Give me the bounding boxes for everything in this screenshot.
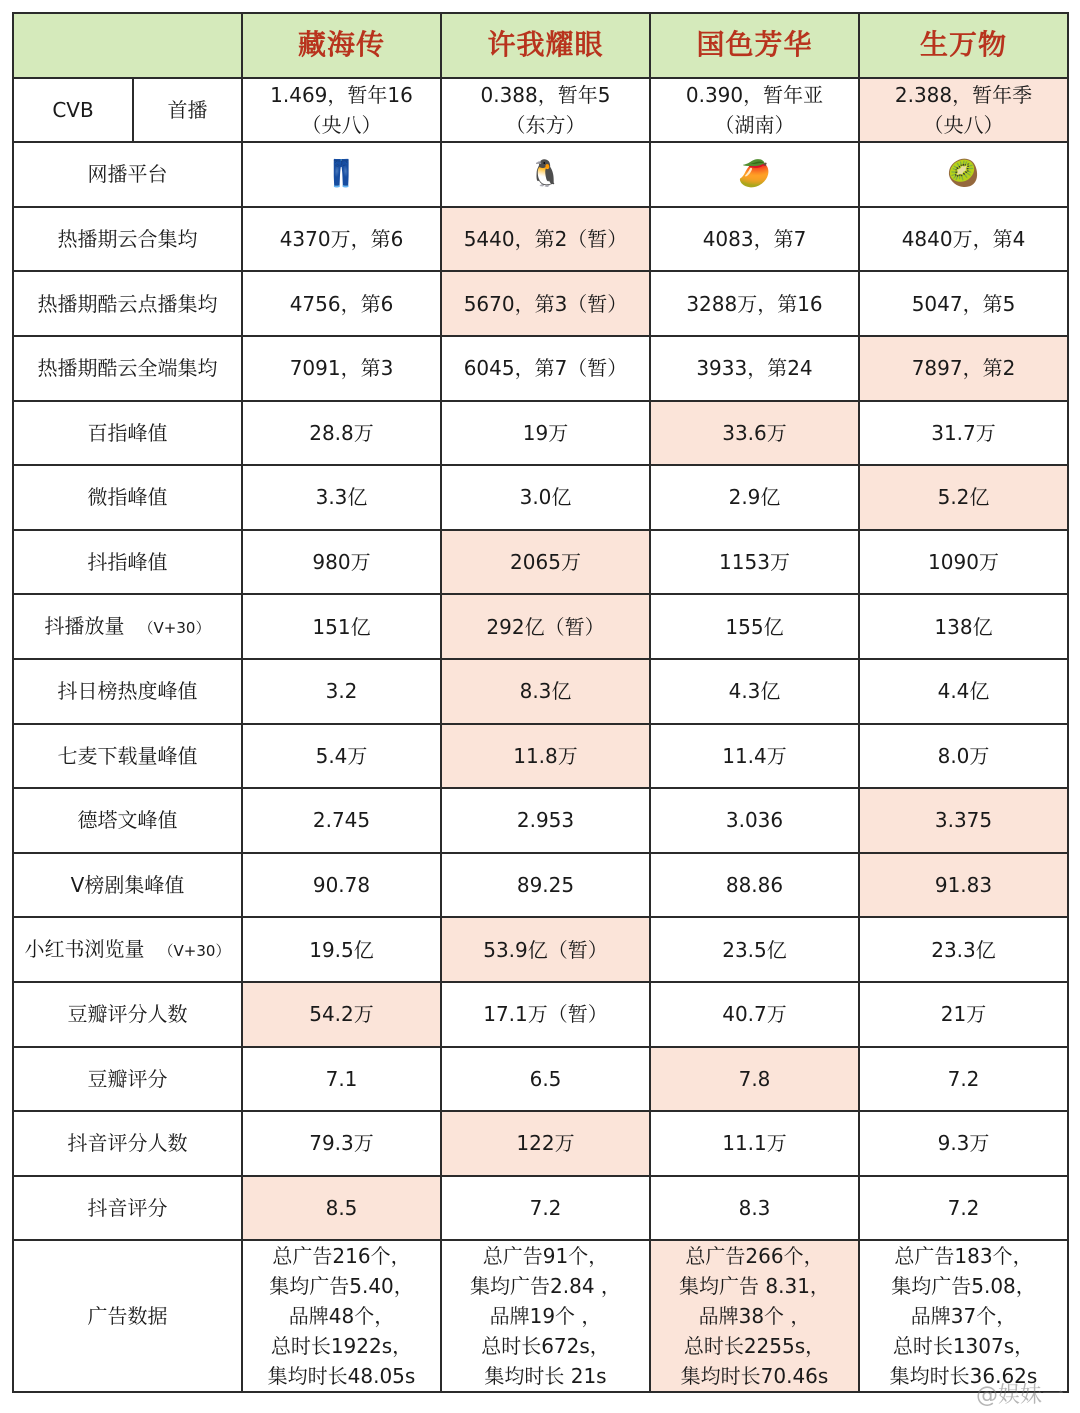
ads-line: 总时长672s， xyxy=(481,1334,610,1359)
table-cell: 53.9亿（暂） xyxy=(441,917,650,982)
table-cell: 3.3亿 xyxy=(242,465,441,530)
column-header: 生万物 xyxy=(859,13,1068,78)
row-label-text: 热播期酷云点播集均 xyxy=(37,291,218,316)
table-row xyxy=(13,1111,1068,1176)
kiwi-icon: 🥝 xyxy=(947,158,980,189)
table-cell: 980万 xyxy=(242,530,441,595)
table-cell: 1090万 xyxy=(859,530,1068,595)
platform-row xyxy=(13,142,1068,207)
table-cell: 6045，第7（暂） xyxy=(441,336,650,401)
cvb-sublabel: 首播 xyxy=(133,78,242,143)
row-label xyxy=(13,336,242,401)
ads-line: 总时长2255s， xyxy=(683,1334,826,1359)
row-label-suffix: （V+30） xyxy=(138,618,211,637)
comparison-table xyxy=(12,12,1069,1393)
platform-label: 网播平台 xyxy=(13,142,242,207)
row-label xyxy=(13,853,242,918)
table-cell: 3.036 xyxy=(650,788,859,853)
table-cell: 91.83 xyxy=(859,853,1068,918)
ads-cell xyxy=(650,1240,859,1392)
table-cell: 5670，第3（暂） xyxy=(441,271,650,336)
table-cell: 4083，第7 xyxy=(650,207,859,272)
cvb-line: （湖南） xyxy=(714,112,795,137)
row-label-text: 豆瓣评分 xyxy=(87,1066,168,1091)
ads-label: 广告数据 xyxy=(13,1240,242,1392)
ads-line: 总广告183个， xyxy=(894,1244,1033,1269)
row-label xyxy=(13,1047,242,1112)
table-row xyxy=(13,1176,1068,1241)
table-cell: 2065万 xyxy=(441,530,650,595)
table-cell: 28.8万 xyxy=(242,401,441,466)
table-cell: 4.4亿 xyxy=(859,659,1068,724)
table-cell: 2.953 xyxy=(441,788,650,853)
table-cell: 138亿 xyxy=(859,594,1068,659)
column-header: 藏海传 xyxy=(242,13,441,78)
table-cell: 6.5 xyxy=(441,1047,650,1112)
row-label-text: 豆瓣评分人数 xyxy=(67,1002,188,1027)
row-label xyxy=(13,465,242,530)
table-row xyxy=(13,788,1068,853)
cvb-line: （东方） xyxy=(505,112,586,137)
table-cell: 23.3亿 xyxy=(859,917,1068,982)
ads-line: 总时长1922s， xyxy=(270,1334,413,1359)
table-cell: 89.25 xyxy=(441,853,650,918)
ads-cell xyxy=(859,1240,1068,1392)
table-cell: 4.3亿 xyxy=(650,659,859,724)
row-label xyxy=(13,659,242,724)
cvb-line: 1.469，暂年16 xyxy=(270,82,413,107)
ads-line: 集均广告5.40， xyxy=(269,1274,414,1299)
table-cell: 23.5亿 xyxy=(650,917,859,982)
cvb-row xyxy=(13,78,1068,143)
table-cell: 21万 xyxy=(859,982,1068,1047)
row-label xyxy=(13,788,242,853)
table-cell: 40.7万 xyxy=(650,982,859,1047)
ads-cell xyxy=(441,1240,650,1392)
cvb-label: CVB xyxy=(13,78,133,143)
row-label xyxy=(13,271,242,336)
jeans-icon: 👖 xyxy=(325,158,358,189)
table-row xyxy=(13,530,1068,595)
ads-line: 集均广告2.84 ， xyxy=(470,1274,621,1299)
mango-icon: 🥭 xyxy=(738,158,771,189)
ads-line: 集均时长 21s xyxy=(484,1364,607,1389)
row-label-text: 抖音评分 xyxy=(87,1195,168,1220)
table-cell: 7897，第2 xyxy=(859,336,1068,401)
table-cell: 2.745 xyxy=(242,788,441,853)
table-row xyxy=(13,1047,1068,1112)
cvb-line: 0.390，暂年亚 xyxy=(685,82,824,107)
row-label xyxy=(13,594,242,659)
row-label-text: 微指峰值 xyxy=(87,485,168,510)
ads-row xyxy=(13,1240,1068,1392)
row-label-text: 七麦下载量峰值 xyxy=(57,743,198,768)
row-label-suffix: （V+30） xyxy=(158,941,231,960)
table-cell: 3.375 xyxy=(859,788,1068,853)
ads-line: 品牌48个， xyxy=(288,1304,395,1329)
header-corner-cell xyxy=(13,13,242,78)
table-cell: 31.7万 xyxy=(859,401,1068,466)
table-cell: 11.4万 xyxy=(650,724,859,789)
ads-line: 总广告266个， xyxy=(685,1244,824,1269)
table-row xyxy=(13,271,1068,336)
table-cell: 17.1万（暂） xyxy=(441,982,650,1047)
row-label-text: 热播期酷云全端集均 xyxy=(37,356,218,381)
platform-cell xyxy=(859,142,1068,207)
row-label-text: 热播期云合集均 xyxy=(57,227,198,252)
ads-line: 集均时长48.05s xyxy=(267,1364,416,1389)
table-cell: 3.2 xyxy=(242,659,441,724)
table-cell: 155亿 xyxy=(650,594,859,659)
table-row xyxy=(13,401,1068,466)
row-label xyxy=(13,1176,242,1241)
table-cell: 7.2 xyxy=(859,1176,1068,1241)
ads-line: 集均时长70.46s xyxy=(680,1364,829,1389)
penguin-icon: 🐧 xyxy=(529,158,562,189)
table-cell: 33.6万 xyxy=(650,401,859,466)
table-cell: 4840万，第4 xyxy=(859,207,1068,272)
cvb-cell xyxy=(441,78,650,143)
table-cell: 1153万 xyxy=(650,530,859,595)
table-row xyxy=(13,207,1068,272)
ads-line: 品牌19个 ， xyxy=(489,1304,602,1329)
table-row xyxy=(13,336,1068,401)
table-row xyxy=(13,917,1068,982)
row-label-text: 抖指峰值 xyxy=(87,550,168,575)
column-header: 国色芳华 xyxy=(650,13,859,78)
table-cell: 4370万，第6 xyxy=(242,207,441,272)
table-cell: 11.8万 xyxy=(441,724,650,789)
row-label xyxy=(13,724,242,789)
cvb-cell xyxy=(650,78,859,143)
platform-cell xyxy=(242,142,441,207)
table-cell: 292亿（暂） xyxy=(441,594,650,659)
row-label-text: 抖播放量 xyxy=(44,613,125,638)
table-row xyxy=(13,659,1068,724)
table-cell: 8.0万 xyxy=(859,724,1068,789)
ads-line: 集均广告 8.31， xyxy=(679,1274,830,1299)
cvb-line: 0.388，暂年5 xyxy=(480,82,611,107)
table-cell: 3933，第24 xyxy=(650,336,859,401)
cvb-line: 2.388，暂年季 xyxy=(894,82,1033,107)
table-row xyxy=(13,724,1068,789)
table-cell: 11.1万 xyxy=(650,1111,859,1176)
cvb-cell xyxy=(859,78,1068,143)
table-cell: 8.3亿 xyxy=(441,659,650,724)
row-label xyxy=(13,207,242,272)
table-cell: 7.8 xyxy=(650,1047,859,1112)
table-cell: 19.5亿 xyxy=(242,917,441,982)
table-cell: 5440，第2（暂） xyxy=(441,207,650,272)
table-cell: 8.5 xyxy=(242,1176,441,1241)
row-label xyxy=(13,917,242,982)
table-row xyxy=(13,594,1068,659)
table-cell: 7.2 xyxy=(859,1047,1068,1112)
cvb-line: （央八） xyxy=(301,112,382,137)
table-cell: 79.3万 xyxy=(242,1111,441,1176)
table-cell: 7.2 xyxy=(441,1176,650,1241)
ads-line: 总广告91个， xyxy=(482,1244,609,1269)
table-cell: 3.0亿 xyxy=(441,465,650,530)
table-cell: 122万 xyxy=(441,1111,650,1176)
column-header: 许我耀眼 xyxy=(441,13,650,78)
table-cell: 5047，第5 xyxy=(859,271,1068,336)
table-cell: 4756，第6 xyxy=(242,271,441,336)
table-cell: 19万 xyxy=(441,401,650,466)
ads-cell xyxy=(242,1240,441,1392)
table-row xyxy=(13,853,1068,918)
row-label xyxy=(13,1111,242,1176)
row-label-text: V榜剧集峰值 xyxy=(70,873,185,898)
table-cell: 8.3 xyxy=(650,1176,859,1241)
ads-line: 集均时长36.62s xyxy=(889,1364,1038,1389)
table-cell: 7091，第3 xyxy=(242,336,441,401)
table-cell: 3288万，第16 xyxy=(650,271,859,336)
table-cell: 88.86 xyxy=(650,853,859,918)
ads-line: 品牌37个， xyxy=(910,1304,1017,1329)
ads-line: 品牌38个 ， xyxy=(698,1304,811,1329)
row-label xyxy=(13,401,242,466)
ads-line: 集均广告5.08， xyxy=(891,1274,1036,1299)
table-cell: 5.2亿 xyxy=(859,465,1068,530)
table-cell: 2.9亿 xyxy=(650,465,859,530)
row-label-text: 抖日榜热度峰值 xyxy=(57,679,198,704)
platform-cell xyxy=(650,142,859,207)
table-cell: 7.1 xyxy=(242,1047,441,1112)
watermark: @娱妹一 xyxy=(975,1383,1064,1408)
table-cell: 151亿 xyxy=(242,594,441,659)
row-label-text: 小红书浏览量 xyxy=(24,936,145,961)
cvb-line: （央八） xyxy=(923,112,1004,137)
table-cell: 90.78 xyxy=(242,853,441,918)
row-label-text: 百指峰值 xyxy=(87,420,168,445)
platform-cell xyxy=(441,142,650,207)
cvb-cell xyxy=(242,78,441,143)
row-label-text: 抖音评分人数 xyxy=(67,1131,188,1156)
header-row xyxy=(13,13,1068,78)
row-label-text: 德塔文峰值 xyxy=(77,808,178,833)
table-cell: 9.3万 xyxy=(859,1111,1068,1176)
row-label xyxy=(13,982,242,1047)
table-row xyxy=(13,465,1068,530)
row-label xyxy=(13,530,242,595)
table-cell: 5.4万 xyxy=(242,724,441,789)
ads-line: 总广告216个， xyxy=(272,1244,411,1269)
ads-line: 总时长1307s， xyxy=(892,1334,1035,1359)
table-cell: 54.2万 xyxy=(242,982,441,1047)
table-row xyxy=(13,982,1068,1047)
